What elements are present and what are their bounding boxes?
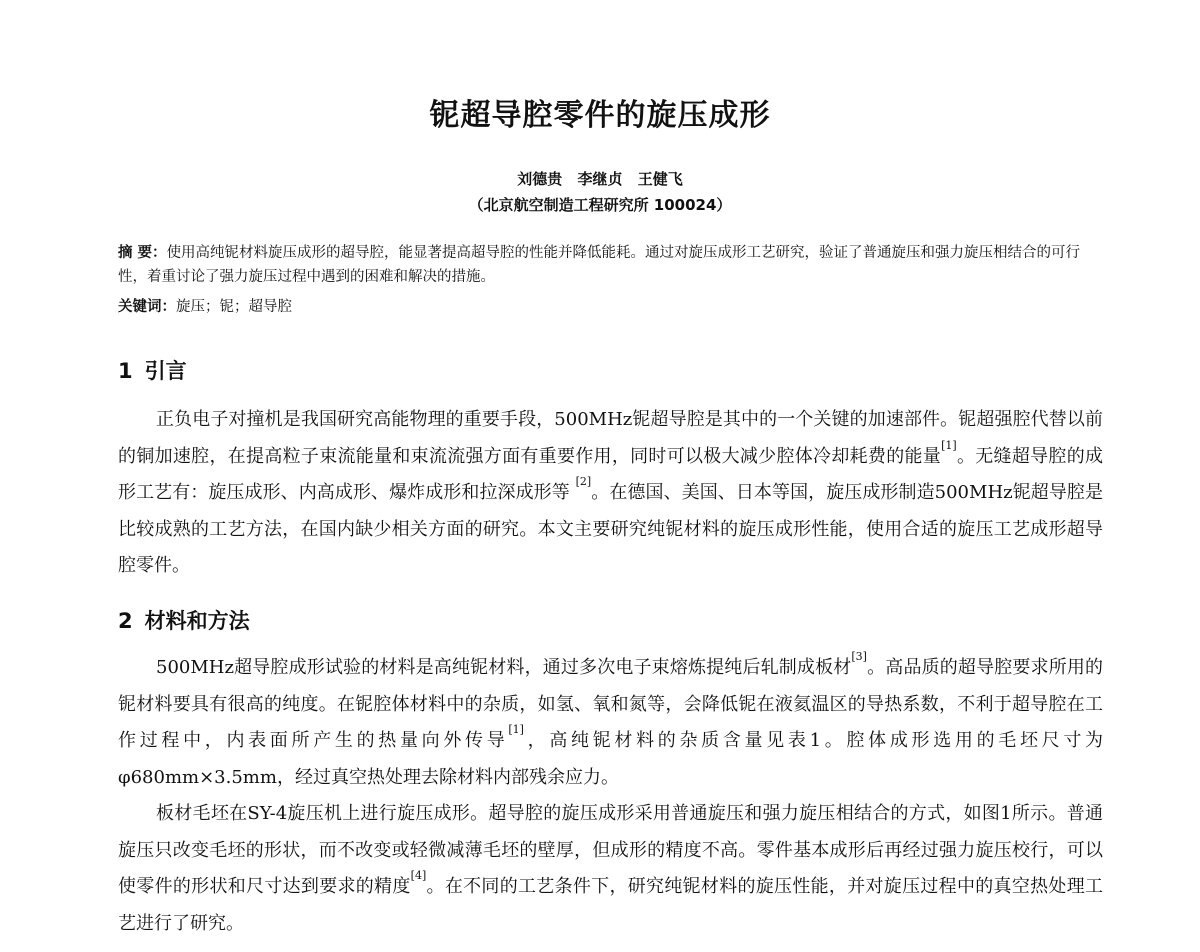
text-run: 。高品质的超导腔要求所用的铌材料要具有很高的纯度。在铌腔体材料中的杂质，如氢、氧和氮等，会降低铌在液氦温区的导热系数，不利于超导腔在工作过程中，内表面所产生的热量向外传导 (118, 657, 1103, 751)
abstract (118, 241, 1103, 289)
citation: [2] (575, 475, 592, 488)
text-run: 。在不同的工艺条件下，研究纯铌材料的旋压性能，并对旋压过程中的真空热处理工艺进行了研究。 (118, 876, 1104, 934)
text-run: 500MHz超导腔成形试验的材料是高纯铌材料，通过多次电子束熔炼提纯后轧制成板材 (156, 657, 852, 678)
abstract-label: 摘 要： (118, 245, 167, 261)
author-list: 刘德贵 李继贞 王健飞 (517, 170, 683, 188)
section-title: 引言 (144, 359, 187, 383)
section-1-paragraph (118, 402, 1103, 585)
section-2-paragraph-2 (118, 796, 1103, 942)
text-run: 板材毛坯在SY-4旋压机上进行旋压成形。超导腔的旋压成形采用普通旋压和强力旋压相结合的方式，如图1所示。普通旋压只改变毛坯的形状，而不改变或轻微减薄毛坯的壁厚，但成形的精度不高。零件基本成形后再经过强力旋压校行，可以使零件的形状和尺寸达到要求的精度 (118, 803, 1103, 897)
text-run: 正负电子对撞机是我国研究高能物理的重要手段，500MHz铌超导腔是其中的一个关键的加速部件。铌超强腔代替以前的铜加速腔，在提高粒子束流能量和束流流强方面有重要作用，同时可以极大减少腔体冷却耗费的能量 (118, 409, 1103, 467)
section-2-paragraph-1 (118, 650, 1103, 796)
abstract-text: 使用高纯铌材料旋压成形的超导腔，能显著提高超导腔的性能并降低能耗。通过对旋压成形工艺研究，验证了普通旋压和强力旋压相结合的可行性，着重讨论了强力旋压过程中遇到的困难和解决的措施。 (118, 245, 1081, 285)
citation: [3] (851, 650, 867, 663)
keywords-label: 关键词： (118, 299, 176, 315)
citation: [1] (508, 723, 524, 736)
section-1-heading (118, 355, 187, 385)
section-number: 2 (118, 609, 133, 633)
text-run: 。无缝超导腔的成形工艺有：旋压成形、内高成形、爆炸成形和拉深成形等 (118, 445, 1103, 503)
text-run: 。在德国、美国、日本等国，旋压成形制造500MHz铌超导腔是比较成熟的工艺方法，在国内缺少相关方面的研究。本文主要研究纯铌材料的旋压成形性能，使用合适的旋压工艺成形超导腔零件。 (118, 482, 1103, 576)
section-2-heading (118, 605, 250, 635)
keywords-text: 旋压；铌；超导腔 (176, 299, 292, 315)
section-title: 材料和方法 (144, 609, 250, 633)
section-number: 1 (118, 359, 133, 383)
paper-title: 铌超导腔零件的旋压成形 (429, 98, 771, 133)
text-run: ，高纯铌材料的杂质含量见表1。腔体成形选用的毛坯尺寸为 φ680mm×3.5mm，经过真空热处理去除材料内部残余应力。 (118, 730, 1104, 788)
citation: [4] (410, 869, 427, 882)
citation: [1] (941, 438, 957, 452)
keywords (118, 296, 1103, 318)
affiliation: （北京航空制造工程研究所 100024） (468, 196, 732, 214)
